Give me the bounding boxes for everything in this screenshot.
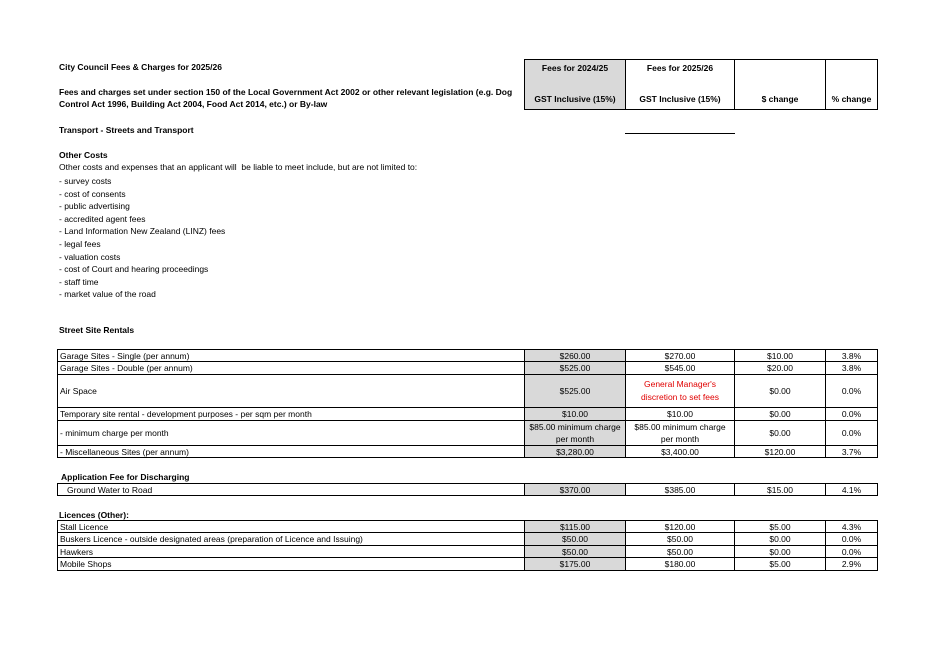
fee-2024: $175.00: [524, 557, 626, 571]
fee-2025: $50.00: [625, 532, 735, 546]
header-col-2025: [625, 59, 735, 110]
fee-2025: $270.00: [625, 349, 735, 362]
list-item: - survey costs: [59, 176, 112, 186]
dollar-change: $120.00: [734, 445, 826, 458]
fee-2025: $180.00: [625, 557, 735, 571]
dollar-change: $5.00: [734, 557, 826, 571]
fee-2024: $3,280.00: [524, 445, 626, 458]
dollar-change: $15.00: [734, 483, 826, 496]
list-item: - market value of the road: [59, 289, 156, 300]
list-item: - valuation costs: [59, 251, 121, 262]
fee-2025: $385.00: [625, 483, 735, 496]
dollar-change: $20.00: [734, 361, 826, 375]
other-costs-intro: Other costs and expenses that an applicant will be liable to meet include, but are not limited to:: [59, 162, 418, 172]
fee-2025: $10.00: [625, 407, 735, 421]
fee-2024: $10.00: [524, 407, 626, 421]
fee-2025-discretion: General Manager's discretion to set fees: [625, 374, 735, 408]
fee-2025: $85.00 minimum charge per month: [625, 420, 735, 446]
list-item: - legal fees: [59, 238, 101, 249]
dollar-change: $0.00: [734, 407, 826, 421]
row-label: Ground Water to Road: [57, 483, 525, 496]
row-label: - minimum charge per month: [57, 420, 525, 446]
list-item: - accredited agent fees: [59, 213, 146, 224]
fee-2024: $85.00 minimum charge per month: [524, 420, 626, 446]
section-title: Transport - Streets and Transport: [59, 125, 194, 135]
dollar-change: $0.00: [734, 532, 826, 546]
application-fee-heading: Application Fee for Discharging: [61, 472, 190, 482]
section-divider: [625, 133, 735, 134]
row-label: Buskers Licence - outside designated areas (preparation of Licence and Issuing): [57, 532, 525, 546]
dollar-change: $0.00: [734, 545, 826, 558]
list-item: - Land Information New Zealand (LINZ) fees: [59, 226, 226, 237]
page-subtitle: Fees and charges set under section 150 of the Local Government Act 2002 or other relevant legislation (e.g. Dog Control Act 1996, Building Act 2004, Food Act 2014, etc.) or By-law: [59, 87, 513, 109]
street-site-rentals-heading: Street Site Rentals: [59, 325, 135, 335]
list-item: - cost of Court and hearing proceedings: [59, 264, 209, 275]
col-2025-line2: GST Inclusive (15%): [639, 94, 721, 104]
percent-change: 4.3%: [825, 520, 878, 533]
percent-change: 3.8%: [825, 349, 878, 362]
list-item: - staff time: [59, 276, 99, 287]
col-2024-line1: Fees for 2024/25: [541, 63, 609, 73]
list-item: - public advertising: [59, 201, 130, 212]
header-col-change: [734, 59, 826, 110]
percent-change: 3.7%: [825, 445, 878, 458]
fee-2024: $50.00: [524, 545, 626, 558]
fee-2024: $370.00: [524, 483, 626, 496]
col-2024-line2: GST Inclusive (15%): [534, 94, 616, 104]
other-costs-list: [59, 175, 225, 301]
dollar-change: $0.00: [734, 420, 826, 446]
row-label: - Miscellaneous Sites (per annum): [57, 445, 525, 458]
header-col-2024: [524, 59, 626, 110]
row-label: Air Space: [57, 374, 525, 408]
fee-2024: $260.00: [524, 349, 626, 362]
row-label: Garage Sites - Double (per annum): [57, 361, 525, 375]
percent-change: 0.0%: [825, 374, 878, 408]
row-label: Mobile Shops: [57, 557, 525, 571]
licences-heading: Licences (Other):: [59, 510, 129, 520]
fee-2025: $120.00: [625, 520, 735, 533]
row-label: Stall Licence: [57, 520, 525, 533]
percent-change: 0.0%: [825, 545, 878, 558]
fee-2024: $115.00: [524, 520, 626, 533]
fee-2025: $3,400.00: [625, 445, 735, 458]
dollar-change: $0.00: [734, 374, 826, 408]
fee-2024: $525.00: [524, 374, 626, 408]
row-label: Temporary site rental - development purposes - per sqm per month: [57, 407, 525, 421]
fee-2024: $525.00: [524, 361, 626, 375]
percent-change: 0.0%: [825, 420, 878, 446]
col-change-label: $ change: [761, 94, 799, 104]
page-title: City Council Fees & Charges for 2025/26: [59, 62, 222, 72]
fee-2025: $50.00: [625, 545, 735, 558]
percent-change: 4.1%: [825, 483, 878, 496]
percent-change: 0.0%: [825, 407, 878, 421]
header-col-pct: [825, 59, 878, 110]
percent-change: 0.0%: [825, 532, 878, 546]
row-label: Garage Sites - Single (per annum): [57, 349, 525, 362]
list-item: - cost of consents: [59, 188, 126, 199]
dollar-change: $10.00: [734, 349, 826, 362]
fee-2025: $545.00: [625, 361, 735, 375]
col-pct-label: % change: [831, 94, 872, 104]
percent-change: 2.9%: [825, 557, 878, 571]
dollar-change: $5.00: [734, 520, 826, 533]
other-costs-heading: Other Costs: [59, 150, 108, 160]
fee-2024: $50.00: [524, 532, 626, 546]
col-2025-line1: Fees for 2025/26: [646, 63, 714, 73]
percent-change: 3.8%: [825, 361, 878, 375]
row-label: Hawkers: [57, 545, 525, 558]
